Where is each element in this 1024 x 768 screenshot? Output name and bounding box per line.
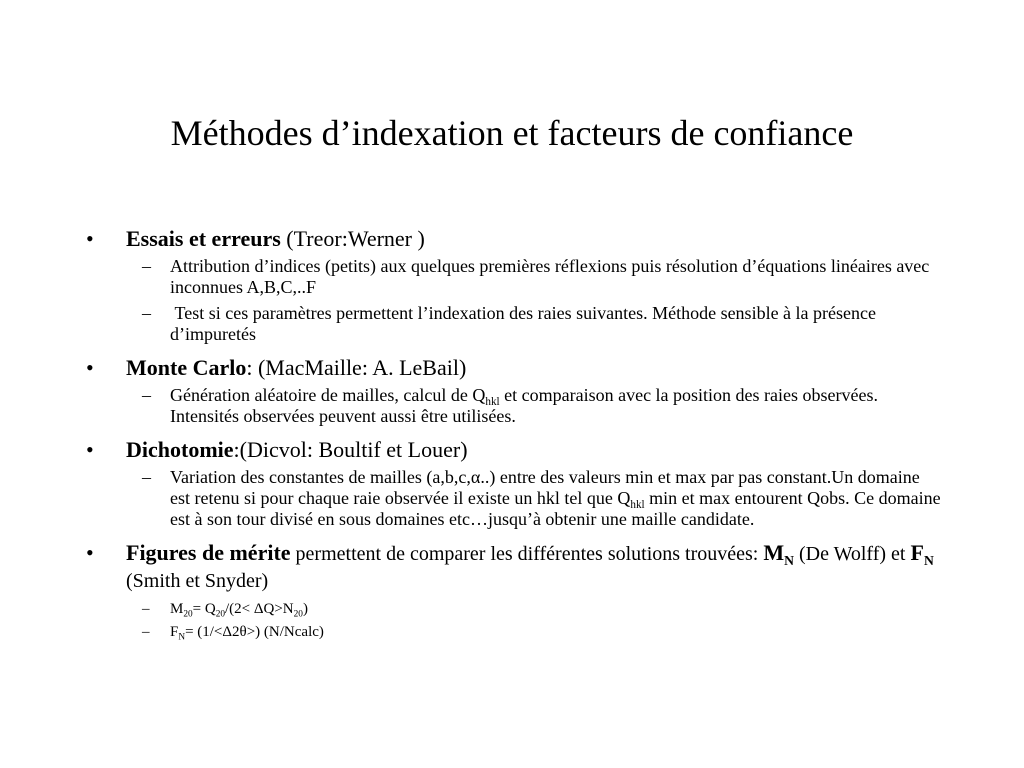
formula-part: ): [302, 601, 308, 617]
dash-glyph: –: [142, 601, 150, 617]
bullet-text: : (MacMaille: A. LeBail): [246, 355, 467, 380]
subitem-test: [142, 303, 944, 345]
bullet-heading: Essais et erreurs: [126, 226, 281, 251]
dash-glyph: –: [142, 467, 151, 487]
subitem-attribution: [142, 256, 944, 298]
dash-glyph: –: [142, 303, 151, 323]
bullet-text: permettent de comparer les différentes solutions trouvées:: [290, 543, 764, 565]
formula-part: M: [170, 601, 184, 617]
bullet-heading: Figures de mérite: [126, 540, 291, 565]
f-symbol: F: [910, 540, 924, 565]
bullet-monte-carlo: [84, 355, 944, 380]
bullet-glyph: •: [86, 355, 94, 380]
subitem-generation: [142, 385, 944, 427]
subitem-text: Test si ces paramètres permettent l’indexation des raies suivantes. Méthode sensible à la présence d’impuretés: [170, 303, 881, 344]
formula-sub: 20: [183, 609, 193, 620]
formula-sub: 20: [293, 609, 303, 620]
bullet-text-2: (De Wolff) et: [793, 543, 911, 565]
subitem-variation: [142, 467, 944, 530]
bullet-figures-de-merite: [84, 540, 944, 594]
bullet-glyph: •: [86, 437, 94, 462]
bullet-list: [84, 222, 944, 643]
bullet-essais-et-erreurs: [84, 226, 944, 251]
subitem-text-before: Variation des constantes de mailles (a,b,c,α..) entre des valeurs min et max par pas constant.Un domaine est retenu si pour chaque raie observée il existe un hkl tel que Q: [170, 467, 920, 508]
m-subscript: [784, 553, 794, 568]
formula-part: = (1/<Δ2θ>) (N/Ncalc): [185, 624, 324, 640]
formula-m20: [142, 599, 944, 620]
f-subscript: [924, 553, 934, 568]
subscript-hkl: hkl: [485, 395, 500, 408]
f-subscript-text: N: [923, 552, 934, 568]
slide-title: Méthodes d’indexation et facteurs de confiance: [170, 113, 854, 153]
formula-sub: N: [178, 632, 186, 643]
subitem-text-before: Génération aléatoire de mailles, calcul de Q: [170, 385, 486, 405]
formula-part: F: [170, 624, 179, 640]
bullet-glyph: •: [86, 540, 94, 565]
bullet-text: (Treor:Werner ): [280, 226, 425, 251]
subitem-text: Attribution d’indices (petits) aux quelques premières réflexions puis résolution d’équations linéaires avec inconnues A,B,C,..F: [170, 256, 930, 297]
bullet-glyph: •: [86, 226, 94, 251]
dash-glyph: –: [142, 256, 151, 276]
formula-part: = Q: [192, 601, 216, 617]
dash-glyph: –: [142, 624, 150, 640]
formula-sub: 20: [215, 609, 225, 620]
dash-glyph: –: [142, 385, 151, 405]
m-symbol: M: [763, 540, 785, 565]
subscript-hkl: hkl: [630, 498, 645, 511]
bullet-text-3: (Smith et Snyder): [126, 570, 269, 592]
formula-fn: [142, 622, 944, 643]
m-subscript-text: N: [784, 552, 794, 568]
subitem-text-after: min et max entourent Qobs. Ce domaine est à son tour divisé en sous domaines etc…jusqu’à obtenir une maille candidate.: [170, 488, 941, 529]
formula-part: /(2< ΔQ>N: [224, 601, 294, 617]
bullet-heading: Dichotomie: [126, 437, 234, 462]
subitem-text-after: et comparaison avec la position des raies observées. Intensités observées peuvent aussi être utilisées.: [170, 385, 878, 426]
bullet-text: :(Dicvol: Boultif et Louer): [233, 437, 468, 462]
bullet-dichotomie: [84, 437, 944, 462]
bullet-heading: Monte Carlo: [126, 355, 247, 380]
